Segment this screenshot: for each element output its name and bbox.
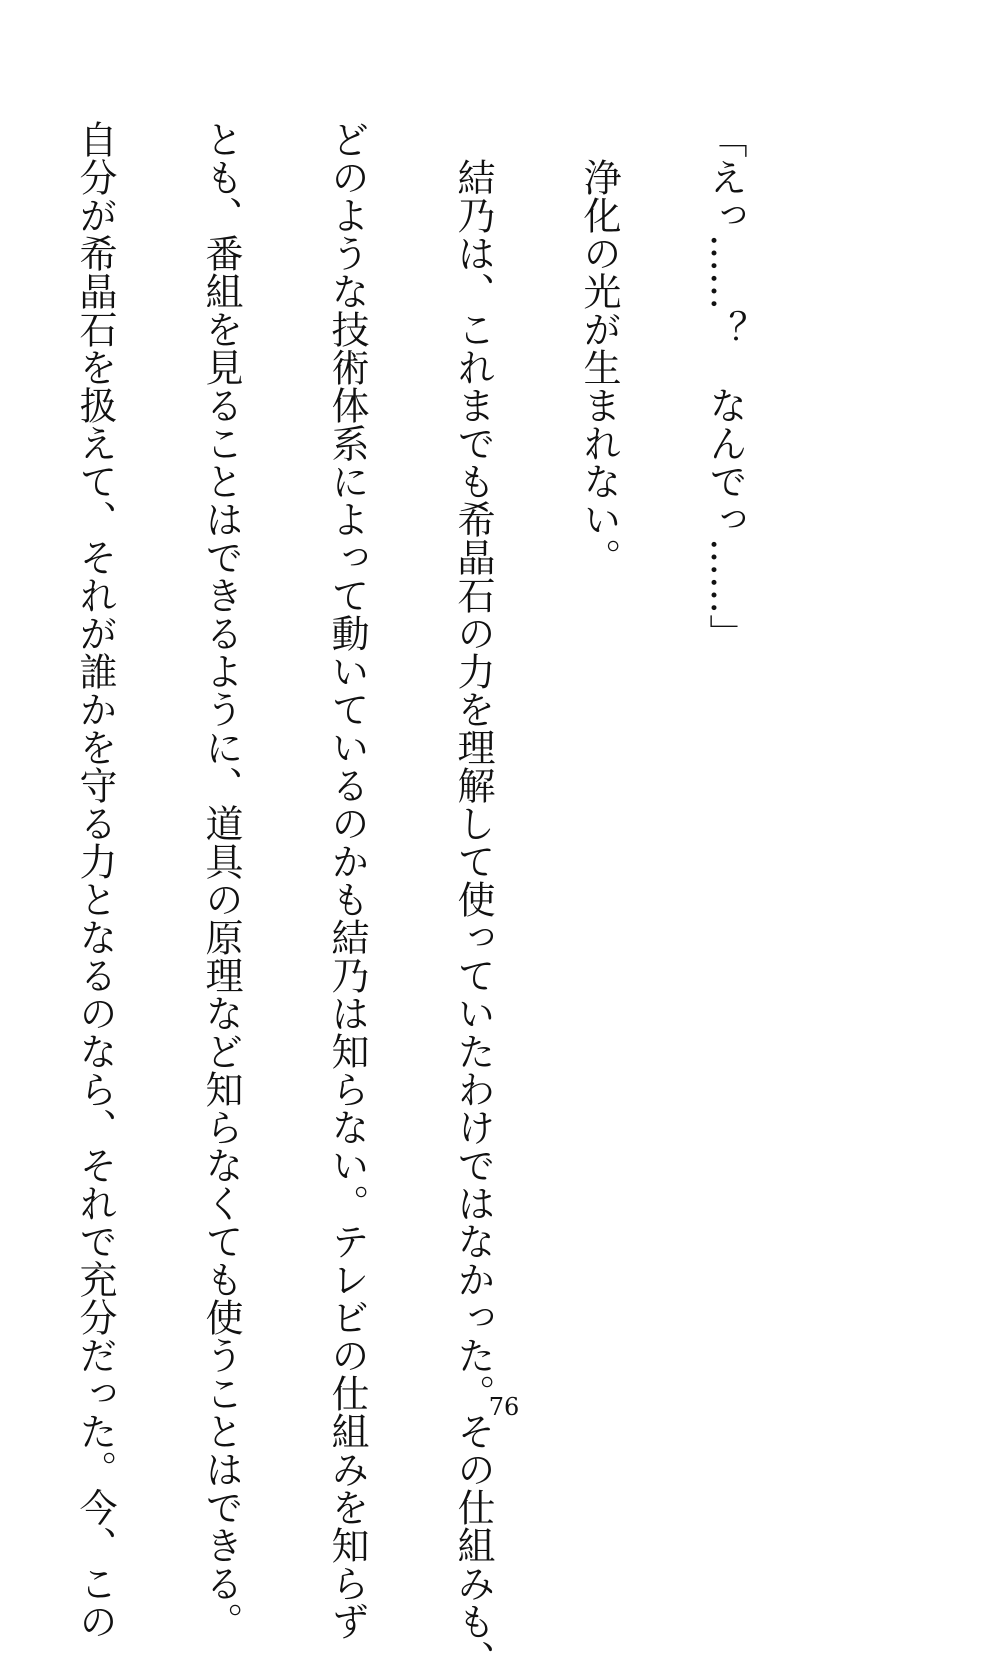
text-line: 「えっ……？ なんでっ……」: [703, 120, 747, 652]
text-line: 浄化の光が生まれない。: [577, 120, 621, 576]
text-line: とも、番組を見ることはできるように、道具の原理など知らなくても使うことはできる。: [199, 120, 243, 1640]
text-line: 自分が希晶石を扱えて、それが誰かを守る力となるのなら、それで充分だった。今、この: [73, 120, 117, 1640]
text-line: どのような技術体系によって動いているのかも結乃は知らない。テレビの仕組みを知らず: [325, 120, 369, 1640]
text-line: 結乃は、これまでも希晶石の力を理解して使っていたわけではなかった。その仕組みも、: [451, 120, 495, 1678]
page-number: 76: [488, 1393, 520, 1421]
